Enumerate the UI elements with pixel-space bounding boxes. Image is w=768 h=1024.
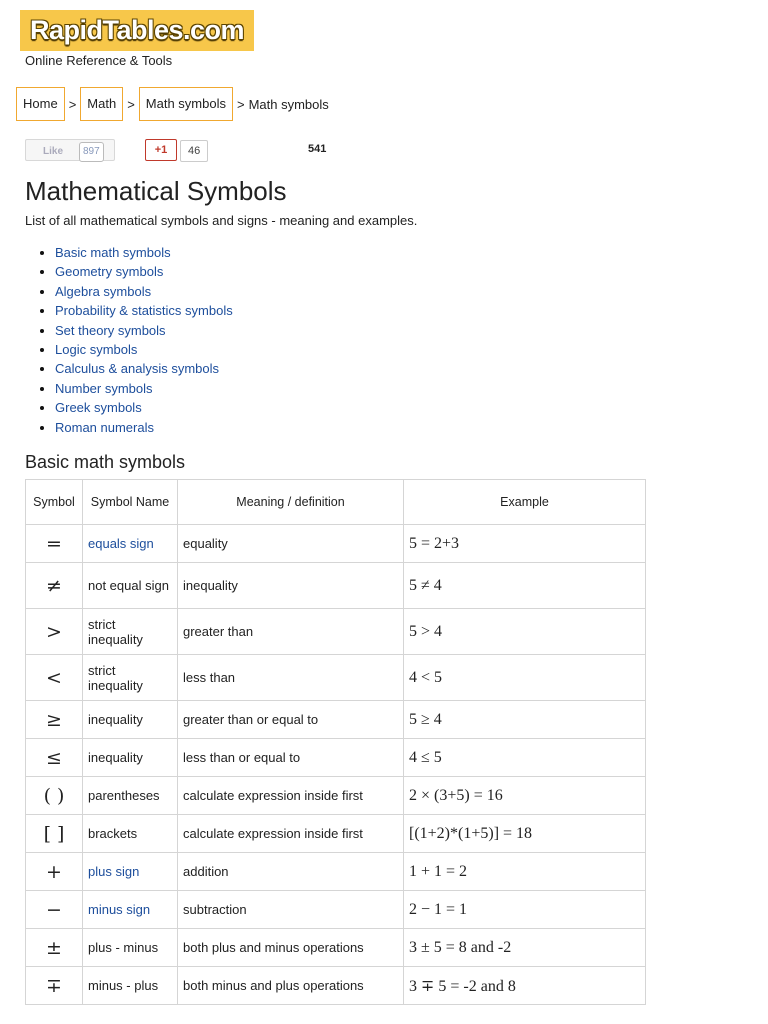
site-logo-text: RapidTables.com: [29, 15, 245, 45]
page-title: Mathematical Symbols: [25, 176, 287, 206]
list-item: [55, 243, 233, 262]
meaning-cell: calculate expression inside first: [178, 777, 404, 815]
column-header-symbol: Symbol: [26, 480, 83, 525]
list-item: [55, 262, 233, 281]
example-cell: 4 ≤ 5: [404, 739, 646, 777]
symbol-cell: +: [26, 853, 83, 891]
toc-link-basic[interactable]: Basic math symbols: [55, 245, 171, 260]
symbol-name-cell: parentheses: [83, 777, 178, 815]
toc-link-geometry[interactable]: Geometry symbols: [55, 264, 164, 280]
symbol-cell: =: [26, 525, 83, 563]
google-plus-count: 46: [180, 140, 208, 162]
meaning-cell: calculate expression inside first: [178, 815, 404, 853]
symbol-cell: >: [26, 609, 83, 655]
meaning-cell: greater than: [178, 609, 404, 655]
meaning-cell: less than or equal to: [178, 739, 404, 777]
symbol-cell: ≠: [26, 563, 83, 609]
symbol-cell: ( ): [26, 777, 83, 815]
meaning-cell: less than: [178, 655, 404, 701]
example-cell: 1 + 1 = 2: [404, 853, 646, 891]
symbol-cell: <: [26, 655, 83, 701]
symbols-table-body: [26, 525, 646, 1005]
symbol-cell: [ ]: [26, 815, 83, 853]
symbol-name-cell: strict inequality: [83, 609, 178, 655]
toc-link-greek[interactable]: Greek symbols: [55, 400, 142, 416]
symbol-cell: ≤: [26, 739, 83, 777]
toc-link-algebra[interactable]: Algebra symbols: [55, 283, 152, 299]
symbol-name-cell: [83, 891, 178, 929]
symbol-name-link[interactable]: plus sign: [88, 864, 140, 879]
site-logo[interactable]: [20, 10, 254, 51]
toc-link-calculus[interactable]: Calculus & analysis symbols: [55, 361, 220, 377]
meaning-cell: inequality: [178, 563, 404, 609]
symbol-name-cell: minus - plus: [83, 967, 178, 1005]
list-item: [55, 359, 233, 378]
breadcrumb-current: Math symbols: [248, 96, 329, 112]
share-count: 541: [308, 143, 327, 155]
column-header-meaning: Meaning / definition: [178, 480, 404, 525]
list-item: [55, 418, 233, 437]
symbol-name-link[interactable]: equals sign: [88, 536, 154, 551]
toc-link-roman[interactable]: Roman numerals: [55, 419, 154, 435]
symbol-name-cell: [83, 853, 178, 891]
table-row: [26, 655, 646, 701]
meaning-cell: both plus and minus operations: [178, 929, 404, 967]
symbol-cell: ±: [26, 929, 83, 967]
breadcrumb-math-link[interactable]: Math: [80, 87, 123, 121]
example-cell: 2 × (3+5) = 16: [404, 777, 646, 815]
meaning-cell: both minus and plus operations: [178, 967, 404, 1005]
list-item: [55, 282, 233, 301]
symbol-name-cell: [83, 525, 178, 563]
example-cell: 5 ≥ 4: [404, 701, 646, 739]
symbol-name-cell: inequality: [83, 701, 178, 739]
list-item: [55, 379, 233, 398]
meaning-cell: addition: [178, 853, 404, 891]
breadcrumb-separator: >: [236, 96, 245, 112]
example-cell: 4 < 5: [404, 655, 646, 701]
toc-link-logic[interactable]: Logic symbols: [55, 341, 138, 357]
like-count: 897: [79, 142, 104, 162]
site-tagline: Online Reference & Tools: [25, 53, 173, 68]
toc-list: [25, 243, 233, 437]
symbols-table: [25, 479, 646, 1005]
symbol-cell: ∓: [26, 967, 83, 1005]
example-cell: 5 ≠ 4: [404, 563, 646, 609]
example-cell: [(1+2)*(1+5)] = 18: [404, 815, 646, 853]
breadcrumb-separator: >: [68, 96, 77, 112]
breadcrumb-home-link[interactable]: Home: [16, 87, 65, 121]
list-item: [55, 340, 233, 359]
page-intro: List of all mathematical symbols and signs - meaning and examples.: [25, 213, 418, 228]
symbol-cell: ≥: [26, 701, 83, 739]
toc-link-set-theory[interactable]: Set theory symbols: [55, 322, 166, 338]
symbol-name-cell: plus - minus: [83, 929, 178, 967]
facebook-like-button[interactable]: [25, 139, 115, 161]
meaning-cell: subtraction: [178, 891, 404, 929]
table-row: [26, 967, 646, 1005]
table-row: [26, 891, 646, 929]
symbol-name-cell: brackets: [83, 815, 178, 853]
symbol-name-cell: inequality: [83, 739, 178, 777]
table-row: [26, 777, 646, 815]
toc-link-probability[interactable]: Probability & statistics symbols: [55, 303, 233, 319]
table-row: [26, 739, 646, 777]
list-item: [55, 398, 233, 417]
breadcrumb: [16, 87, 329, 121]
table-header-row: [26, 480, 646, 525]
list-item: [55, 301, 233, 320]
example-cell: 5 > 4: [404, 609, 646, 655]
table-row: [26, 609, 646, 655]
symbol-name-link[interactable]: minus sign: [88, 902, 151, 917]
table-row: [26, 563, 646, 609]
social-share-bar: [25, 139, 345, 163]
table-row: [26, 525, 646, 563]
symbol-name-cell: not equal sign: [83, 563, 178, 609]
symbol-name-cell: strict inequality: [83, 655, 178, 701]
toc-link-number[interactable]: Number symbols: [55, 380, 153, 396]
table-row: [26, 853, 646, 891]
google-plus-button[interactable]: +1: [145, 139, 177, 161]
table-row: [26, 701, 646, 739]
column-header-name: Symbol Name: [83, 480, 178, 525]
column-header-example: Example: [404, 480, 646, 525]
list-item: [55, 321, 233, 340]
table-row: [26, 815, 646, 853]
meaning-cell: greater than or equal to: [178, 701, 404, 739]
symbol-cell: −: [26, 891, 83, 929]
section-title: Basic math symbols: [25, 452, 186, 472]
breadcrumb-math-symbols-link[interactable]: Math symbols: [139, 87, 233, 121]
example-cell: 5 = 2+3: [404, 525, 646, 563]
example-cell: 3 ∓ 5 = -2 and 8: [404, 967, 646, 1005]
meaning-cell: equality: [178, 525, 404, 563]
like-label: Like: [43, 146, 64, 157]
breadcrumb-separator: >: [127, 96, 135, 112]
table-row: [26, 929, 646, 967]
example-cell: 3 ± 5 = 8 and -2: [404, 929, 646, 967]
example-cell: 2 − 1 = 1: [404, 891, 646, 929]
